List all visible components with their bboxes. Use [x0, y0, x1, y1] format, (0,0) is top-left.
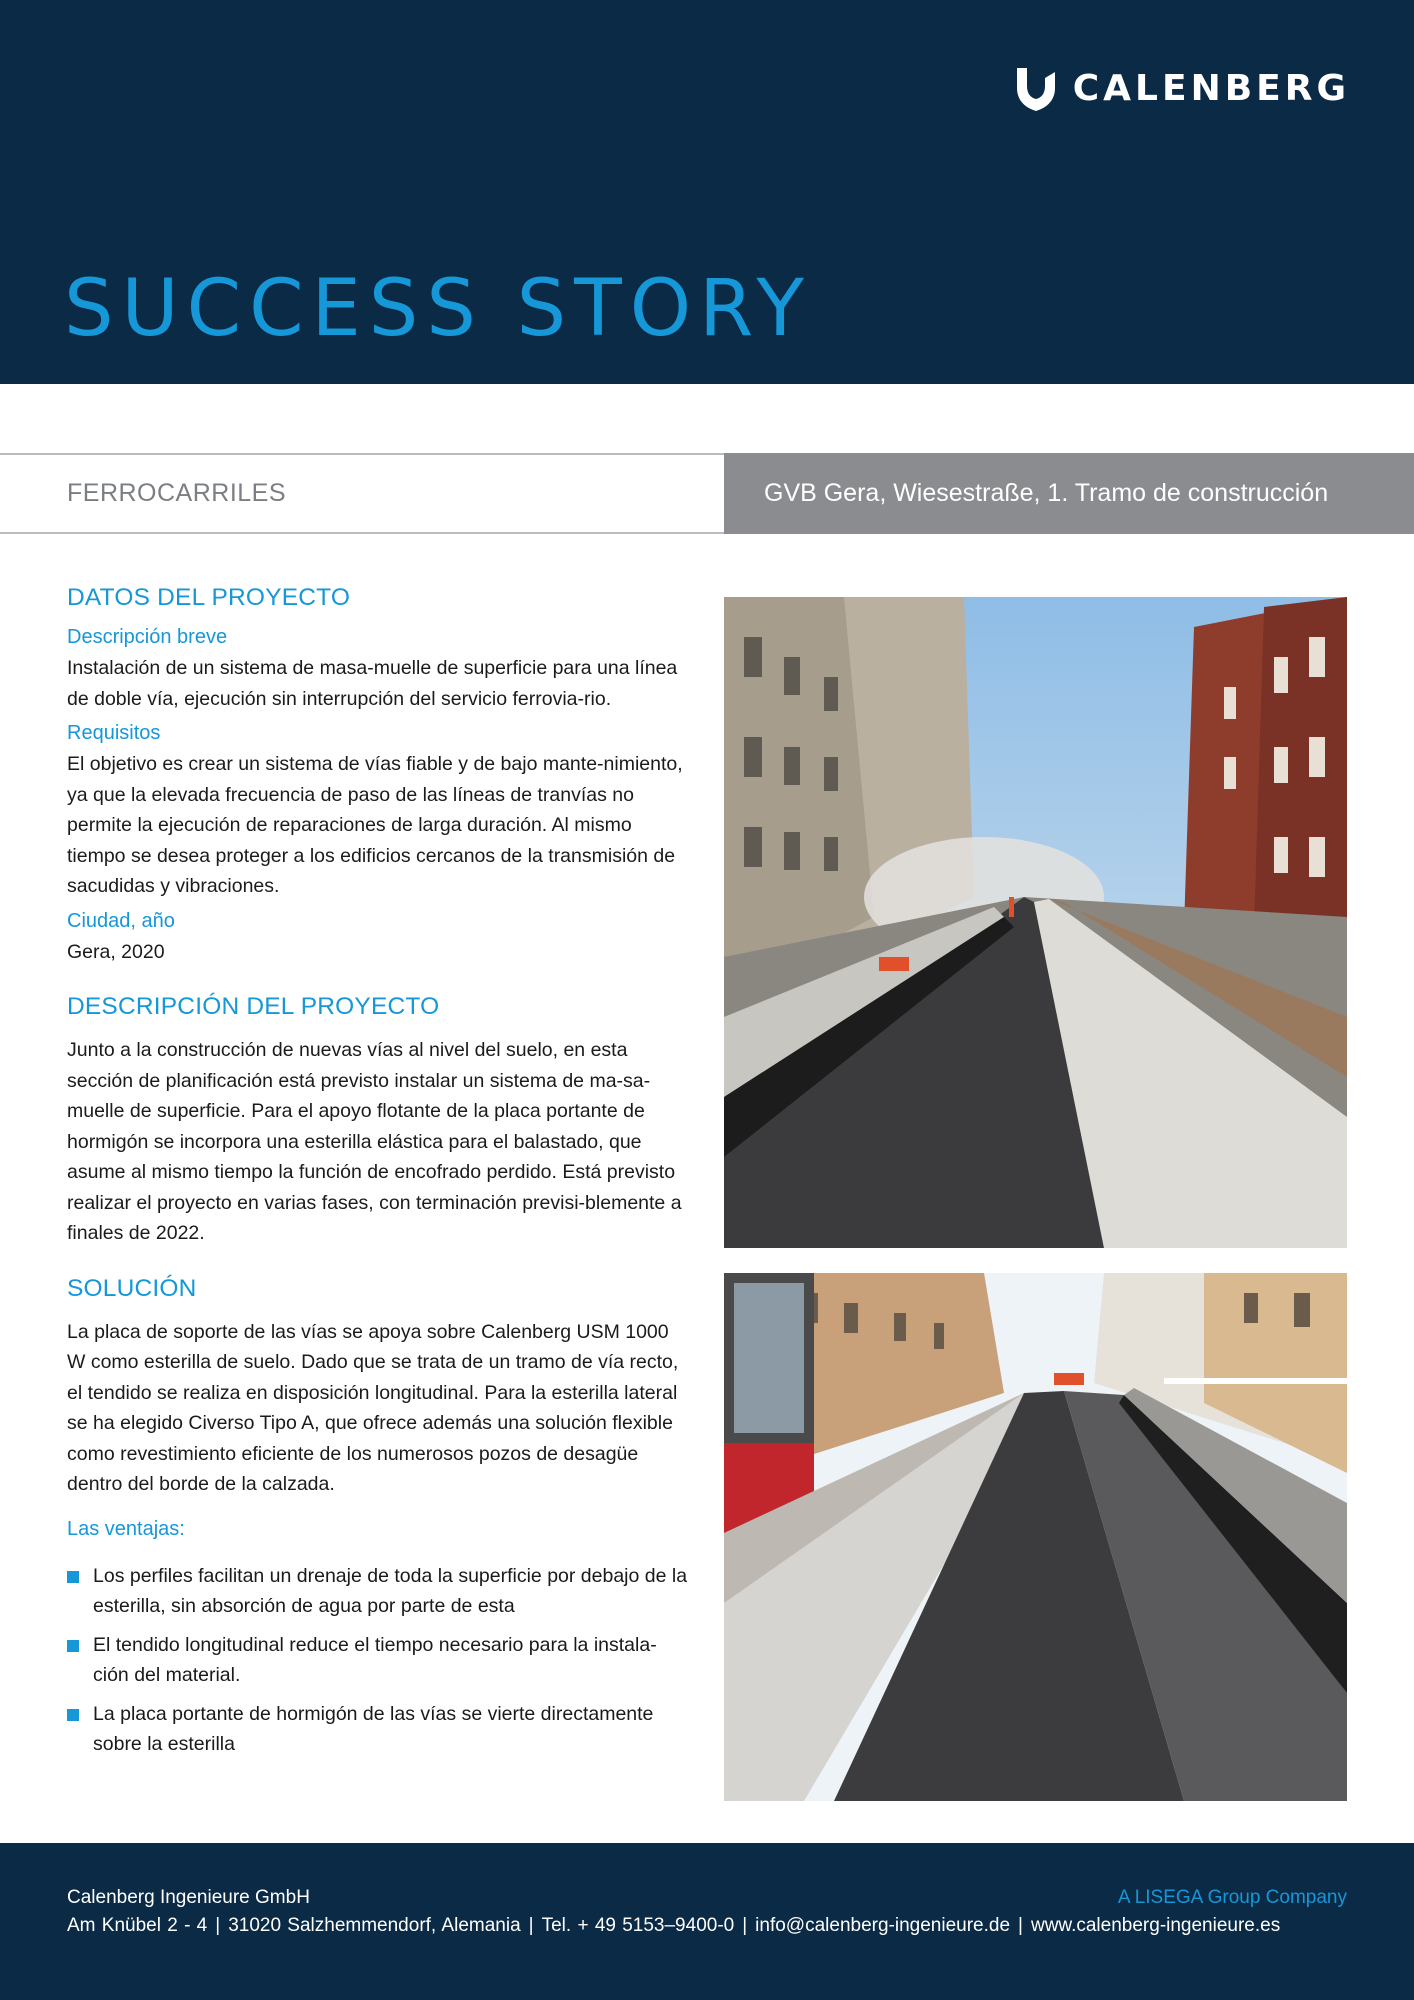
list-item: Los perfiles facilitan un drenaje de toda la superficie por debajo de la esterilla, sin absorción de agua por parte de esta	[67, 1561, 692, 1622]
text-descripcion-proyecto: Junto a la construcción de nuevas vías al nivel del suelo, en esta sección de planificación está previsto instalar un sistema de ma-sa-muelle de superficie. Para el apoyo flotante de la placa portante de hormigón se incorpora una esterilla elástica para el balastado, que asume al mismo tiempo la función de encofrado perdido. Está previsto realizar el proyecto en varias fases, con terminación previsi-blemente a finales de 2022.	[67, 1039, 682, 1244]
label-ciudad-ano: Ciudad, año	[67, 909, 175, 932]
footer-street: Am Knübel 2 - 4	[67, 1915, 208, 1936]
text-requisitos: El objetivo es crear un sistema de vías fiable y de bajo mante-nimiento, ya que la elevada frecuencia de paso de las líneas de tranvías no permite la ejecución de reparaciones de larga duración. Al mismo tiempo se desea proteger a los edificios cercanos de la transmisión de sacudidas y vibraciones.	[67, 753, 683, 897]
footer	[0, 1843, 1414, 2000]
list-item: La placa portante de hormigón de las vías se vierte directamente sobre la esterilla	[67, 1699, 692, 1760]
bullet-square-icon	[67, 1571, 79, 1583]
photo-construction-street-top	[724, 597, 1347, 1248]
section-heading-solucion: SOLUCIÓN	[67, 1274, 197, 1302]
advantages-list	[67, 1561, 692, 1760]
page-title: SUCCESS STORY	[64, 264, 813, 354]
section-heading-datos: DATOS DEL PROYECTO	[67, 584, 351, 611]
category-band	[0, 453, 1414, 534]
project-title: GVB Gera, Wiesestraße, 1. Tramo de construcción	[724, 453, 1414, 534]
photo-construction-street-bottom	[724, 1273, 1347, 1801]
category-label: FERROCARRILES	[67, 479, 287, 507]
section-heading-descripcion: DESCRIPCIÓN DEL PROYECTO	[67, 993, 440, 1020]
label-descripcion-breve: Descripción breve	[67, 626, 228, 648]
text-ciudad-ano: Gera, 2020	[67, 940, 165, 963]
shield-icon	[1013, 64, 1059, 112]
footer-group-link[interactable]: A LISEGA Group Company	[1117, 1887, 1347, 1908]
label-ventajas: Las ventajas:	[67, 1517, 185, 1540]
footer-city: 31020 Salzhemmendorf, Alemania	[228, 1915, 521, 1936]
bullet-square-icon	[67, 1640, 79, 1652]
footer-company: Calenberg Ingenieure GmbH	[67, 1887, 310, 1908]
footer-email-link[interactable]: info@calenberg-ingenieure.de	[755, 1915, 1011, 1936]
label-requisitos: Requisitos	[67, 722, 161, 744]
calenberg-logo[interactable]	[1013, 64, 1350, 112]
footer-phone[interactable]: Tel. + 49 5153–9400-0	[541, 1915, 735, 1936]
logo-text: CALENBERG	[1072, 67, 1350, 109]
content-column	[67, 584, 692, 1768]
footer-web-link[interactable]: www.calenberg-ingenieure.es	[1030, 1915, 1281, 1936]
footer-address: Am Knübel 2 - 4 | 31020 Salzhemmendorf, Alemania | Tel. + 49 5153–9400-0 | info@calenberg-ingenieure.de | www.calenberg-ingenieure.es	[67, 1915, 1281, 1936]
text-solucion: La placa de soporte de las vías se apoya sobre Calenberg USM 1000 W como esterilla de suelo. Dado que se trata de un tramo de vía recto, el tendido se realiza en disposición longitudinal. Para la esterilla lateral se ha elegido Civerso Tipo A, que ofrece además una solución flexible como revestimiento eficiente de los numerosos pozos de desagüe dentro del borde de la calzada.	[67, 1320, 679, 1495]
header-banner	[0, 0, 1414, 384]
bullet-square-icon	[67, 1709, 79, 1721]
text-descripcion-breve: Instalación de un sistema de masa-muelle de superficie para una línea de doble vía, ejecución sin interrupción del servicio ferrovia-rio.	[67, 657, 678, 710]
list-item: El tendido longitudinal reduce el tiempo necesario para la instala-ción del material.	[67, 1630, 692, 1691]
